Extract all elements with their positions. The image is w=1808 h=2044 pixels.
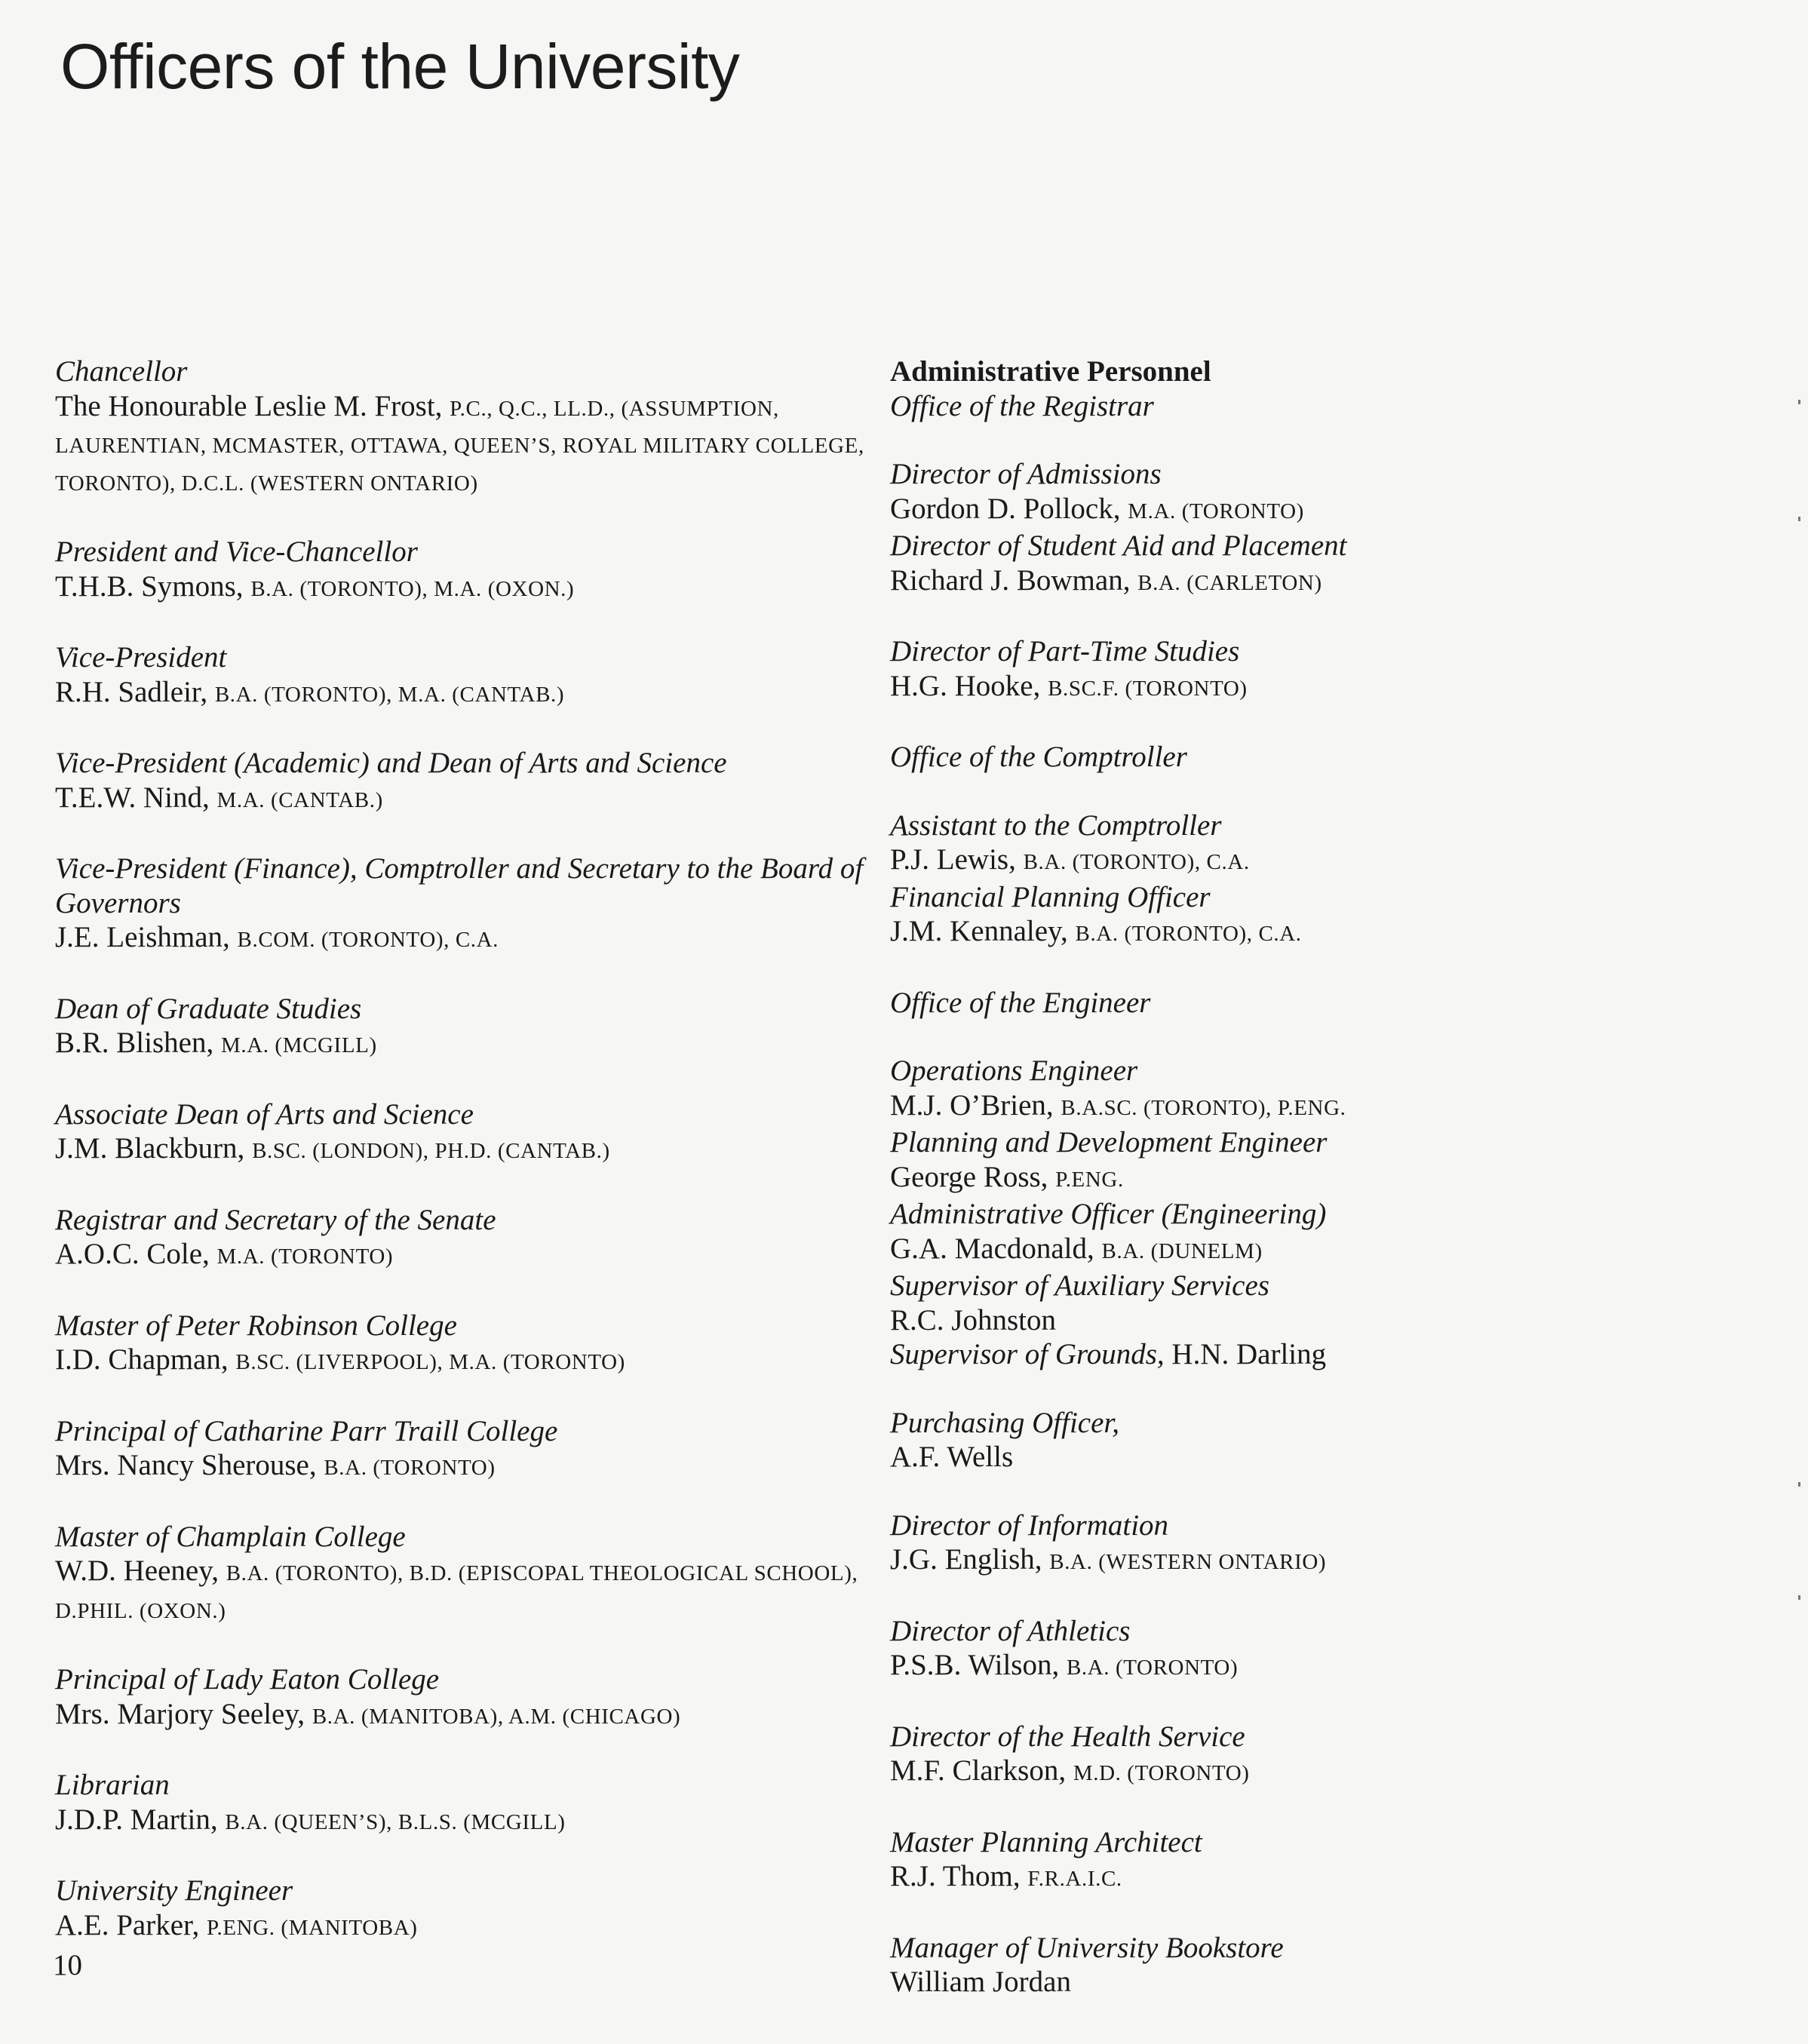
officer-degrees: B.A. (TORONTO), C.A. [1023,850,1250,874]
officer-role: Vice-President (Finance), Comptroller and Secretary to the Board of Governors [55,852,864,919]
officer-entry [890,1931,1735,1999]
officer-name-line [55,1448,870,1486]
officers-column [55,354,870,1945]
officer-role: Vice-President [55,641,227,674]
officer-role: Principal of Catharine Parr Traill College [55,1414,558,1447]
officer-entry [55,1662,870,1734]
officer-name: R.J. Thom, [890,1860,1021,1892]
officer-role: Director of the Health Service [890,1720,1245,1753]
officer-name: A.O.C. Cole, [55,1238,210,1270]
officer-name-line [55,569,870,607]
page-edge-mark [1798,1595,1800,1600]
officer-entry [55,354,870,501]
officer-name: J.E. Leishman, [55,921,230,953]
officer-name-line [55,1803,870,1840]
officer-role: Librarian [55,1769,170,1801]
officer-role: University Engineer [55,1874,293,1907]
officer-role: Director of Part-Time Studies [890,635,1240,668]
officer-degrees: M.A. (TORONTO) [216,1245,394,1269]
officer-name-line [890,1088,1735,1126]
officer-name-line [55,781,870,818]
comptroller-section [890,740,1735,775]
officer-name-line [890,1754,1735,1791]
page-number: 10 [53,1949,82,1981]
officer-role: Associate Dean of Arts and Science [55,1097,474,1131]
officer-role: Vice-President (Academic) and Dean of Arts and Science [55,747,727,779]
officer-degrees: B.COM. (TORONTO), C.A. [237,928,499,952]
officer-degrees: M.D. (TORONTO) [1073,1761,1250,1785]
officer-degrees: B.A. (CARLETON) [1137,570,1322,595]
grounds-line [890,1337,1735,1372]
officer-name: P.J. Lewis, [890,843,1016,876]
officer-degrees: B.SC. (LONDON), PH.D. (CANTAB.) [252,1139,610,1163]
officer-degrees: M.A. (MCGILL) [220,1033,377,1057]
officer-name-line [55,1908,870,1946]
officer-name-line [890,669,1735,707]
officer-role: Assistant to the Comptroller [890,809,1222,842]
officer-name: H.G. Hooke, [890,669,1041,702]
page-title: Officers of the University [60,31,740,102]
officer-name: J.M. Blackburn, [55,1132,245,1165]
officer-name: T.H.B. Symons, [55,569,244,603]
officer-name-line [55,389,870,502]
officer-name: W.D. Heeney, [55,1554,219,1587]
officer-degrees: M.A. (CANTAB.) [216,787,383,812]
officer-entry [55,852,870,958]
officer-role: Principal of Lady Eaton College [55,1663,440,1696]
officer-role: Director of Athletics [890,1614,1131,1647]
officer-name-line [890,1303,1735,1338]
engineer-section [890,986,1735,1020]
officer-name: George Ross, [890,1160,1048,1193]
officer-role: Director of Student Aid and Placement [890,529,1347,562]
officer-entry [890,1614,1735,1686]
officer-entry [55,640,870,712]
officer-entry [890,634,1735,706]
officer-name: J.M. Kennaley, [890,915,1068,947]
officer-name: I.D. Chapman, [55,1343,229,1376]
officer-degrees: B.A. (TORONTO), M.A. (OXON.) [250,576,575,601]
officer-role: President and Vice-Chancellor [55,536,418,568]
officer-entry [890,1720,1735,1791]
officer-name: The Honourable Leslie M. Frost, [55,389,443,422]
officer-degrees: P.ENG. [1055,1167,1124,1192]
officer-degrees: B.A. (MANITOBA), A.M. (CHICAGO) [312,1704,681,1729]
officer-degrees: P.ENG. (MANITOBA) [206,1915,418,1940]
officer-degrees: B.A. (QUEEN’S), B.L.S. (MCGILL) [225,1809,566,1834]
officer-degrees: B.A. (TORONTO) [324,1456,496,1480]
officer-name: P.S.B. Wilson, [890,1649,1060,1681]
officer-name: A.F. Wells [890,1441,1014,1473]
officer-name-line [890,842,1735,880]
officer-role: Supervisor of Grounds, [890,1338,1165,1370]
officer-degrees: B.A. (TORONTO) [1066,1656,1239,1680]
officer-name-line [55,1697,870,1735]
officer-name-line [890,1859,1735,1897]
officer-entry [55,1874,870,1945]
officer-name-line [890,1160,1735,1198]
officer-role: Supervisor of Auxiliary Services [890,1269,1269,1302]
officer-degrees: B.A. (TORONTO), M.A. (CANTAB.) [214,682,565,707]
officer-name: R.C. Johnston [890,1303,1056,1337]
officer-name-line [890,1232,1735,1269]
officer-name: William Jordan [890,1966,1071,1998]
officer-entry [55,1414,870,1486]
officer-degrees: B.A. (TORONTO), B.D. (EPISCOPAL THEOLOGICAL SCHOOL), D.PHIL. (OXON.) [55,1561,858,1623]
officer-name-line [55,1026,870,1063]
officer-entry [890,1825,1735,1897]
officer-role: Operations Engineer [890,1054,1138,1087]
officer-role: Master of Peter Robinson College [55,1309,457,1342]
officer-name: J.D.P. Martin, [55,1803,218,1836]
officer-entry [890,1508,1735,1580]
officer-name-line [890,1542,1735,1580]
officer-name: M.J. O’Brien, [890,1088,1054,1122]
page-edge-mark [1798,1482,1800,1487]
officer-name: Mrs. Nancy Sherouse, [55,1449,317,1481]
officer-name: A.E. Parker, [55,1908,200,1941]
officer-name-line [55,1131,870,1169]
officer-entry [55,746,870,818]
office-title: Office of the Engineer [890,986,1151,1019]
officer-name: R.H. Sadleir, [55,675,208,708]
officer-name-line [55,1554,870,1628]
officer-role: Master of Champlain College [55,1520,406,1553]
officer-entry [55,992,870,1063]
officer-role: Registrar and Secretary of the Senate [55,1203,496,1236]
officer-role: Manager of University Bookstore [890,1931,1284,1964]
registrar-section [890,354,1735,423]
comptroller-group [890,809,1735,952]
officer-name-line [55,675,870,713]
officer-entry [55,1097,870,1169]
officer-entry [890,1406,1735,1475]
officer-role: Master Planning Architect [890,1825,1202,1858]
officer-name-line [55,920,870,958]
officer-role: Director of Information [890,1508,1169,1542]
officer-role: Planning and Development Engineer [890,1126,1328,1159]
officer-degrees: B.SC. (LIVERPOOL), M.A. (TORONTO) [235,1350,625,1374]
officer-name-line [55,1237,870,1275]
officer-role: Dean of Graduate Studies [55,992,362,1025]
officer-role: Financial Planning Officer [890,880,1211,913]
officer-degrees: M.A. (TORONTO) [1128,499,1304,523]
officer-role: Purchasing Officer, [890,1406,1120,1439]
officer-name-line [890,492,1735,529]
officer-role: Director of Admissions [890,458,1162,490]
officer-entry [55,1203,870,1275]
officer-role: Administrative Officer (Engineering) [890,1198,1327,1230]
registrar-group [890,457,1735,600]
officer-degrees: B.A.SC. (TORONTO), P.ENG. [1061,1095,1346,1120]
page-edge-mark [1798,517,1800,521]
officer-name: Mrs. Marjory Seeley, [55,1697,305,1730]
officer-name: G.A. Macdonald, [890,1232,1094,1265]
section-heading: Administrative Personnel [890,355,1211,388]
officer-name: J.G. English, [890,1543,1042,1576]
officer-name: H.N. Darling [1171,1338,1327,1370]
officer-entry [55,535,870,606]
officer-degrees: P.C., Q.C., LL.D., (ASSUMPTION, LAURENTIAN, MCMASTER, OTTAWA, QUEEN’S, ROYAL MILITARY COLLEGE, TORONTO), D.C.L. (WESTERN ONTARIO) [55,396,864,496]
officer-name: M.F. Clarkson, [890,1754,1067,1787]
officer-degrees: B.SC.F. (TORONTO) [1048,676,1248,701]
officer-entry [55,1520,870,1629]
officer-name-line [890,1648,1735,1686]
officer-degrees: F.R.A.I.C. [1027,1867,1122,1891]
officer-name: B.R. Blishen, [55,1027,214,1059]
officer-name-line [890,563,1735,601]
officer-name-line [55,1343,870,1380]
officer-entry [55,1768,870,1840]
office-title: Office of the Registrar [890,389,1154,422]
officer-role: Chancellor [55,355,188,388]
office-title: Office of the Comptroller [890,741,1187,773]
administrative-personnel-column [890,354,1735,1999]
officer-name: Gordon D. Pollock, [890,492,1121,525]
officer-entry [55,1309,870,1380]
engineer-group [890,1054,1735,1372]
officer-name: T.E.W. Nind, [55,781,210,814]
officer-degrees: B.A. (TORONTO), C.A. [1075,922,1302,946]
officer-name-line [890,914,1735,952]
officer-name: Richard J. Bowman, [890,563,1131,597]
officer-degrees: B.A. (DUNELM) [1101,1238,1263,1263]
officer-degrees: B.A. (WESTERN ONTARIO) [1049,1550,1327,1574]
page-edge-mark [1798,400,1800,404]
